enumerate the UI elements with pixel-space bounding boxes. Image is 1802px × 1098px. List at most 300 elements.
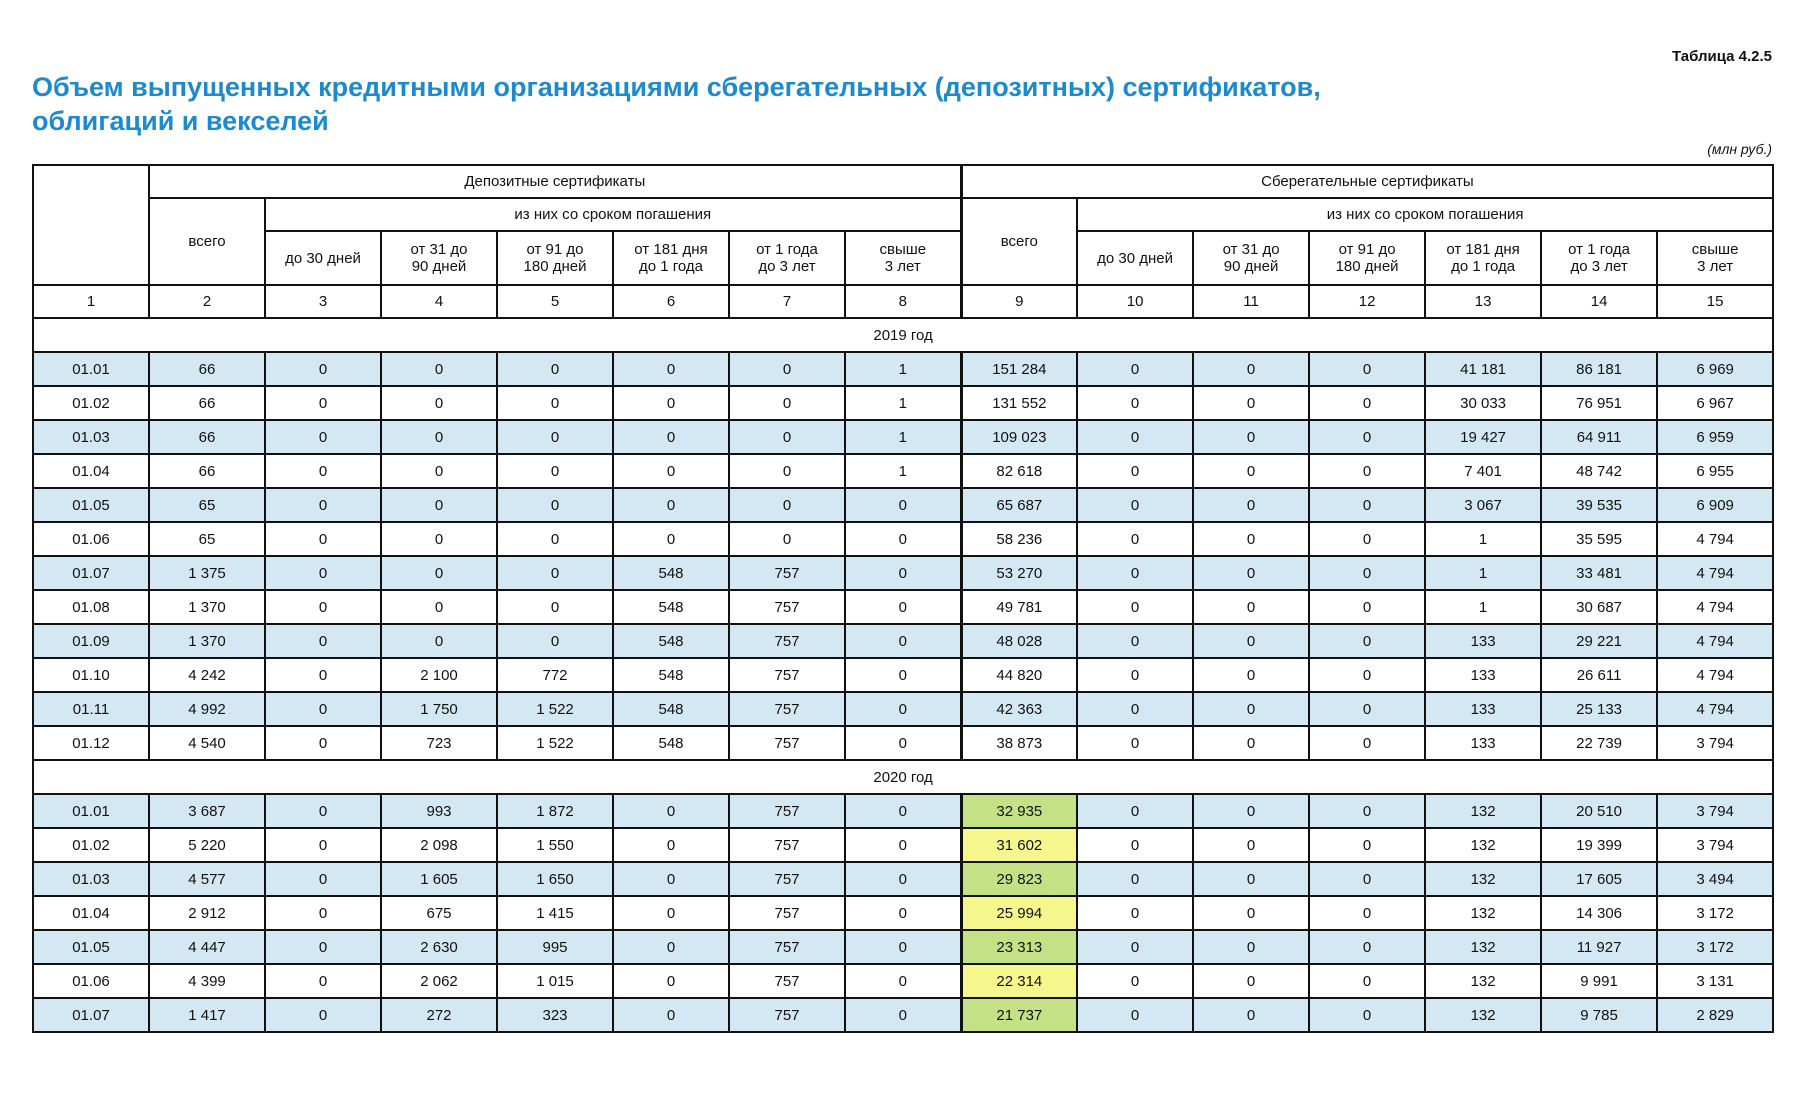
table-cell: 132 xyxy=(1425,930,1541,964)
table-body xyxy=(33,318,1773,1032)
table-cell: 757 xyxy=(729,930,845,964)
table-cell: 66 xyxy=(149,420,265,454)
table-cell: 4 992 xyxy=(149,692,265,726)
table-cell: 0 xyxy=(381,556,497,590)
table-cell: 132 xyxy=(1425,862,1541,896)
table-cell: 757 xyxy=(729,692,845,726)
table-cell: 25 133 xyxy=(1541,692,1657,726)
unit-label: (млн руб.) xyxy=(1707,141,1772,157)
table-cell: 14 306 xyxy=(1541,896,1657,930)
table-cell: 2 829 xyxy=(1657,998,1773,1032)
table-row xyxy=(33,998,1773,1032)
table-cell: 1 015 xyxy=(497,964,613,998)
table-cell: 548 xyxy=(613,590,729,624)
table-cell: 3 794 xyxy=(1657,794,1773,828)
table-cell: 0 xyxy=(265,420,381,454)
table-row xyxy=(33,862,1773,896)
table-header xyxy=(33,165,1773,318)
table-cell: 0 xyxy=(1193,556,1309,590)
table-cell: 0 xyxy=(613,488,729,522)
table-cell: 86 181 xyxy=(1541,352,1657,386)
table-cell: 1 750 xyxy=(381,692,497,726)
table-cell: 0 xyxy=(1193,454,1309,488)
table-cell: 757 xyxy=(729,998,845,1032)
table-cell: 3 172 xyxy=(1657,930,1773,964)
table-cell: 0 xyxy=(265,522,381,556)
table-cell: 0 xyxy=(845,828,961,862)
table-cell: 0 xyxy=(265,386,381,420)
table-cell: 20 510 xyxy=(1541,794,1657,828)
row-date: 01.01 xyxy=(33,794,149,828)
table-cell: 22 314 xyxy=(961,964,1077,998)
savings-period-header-2: от 31 до 90 дней xyxy=(1193,231,1309,285)
table-cell: 4 540 xyxy=(149,726,265,760)
table-cell: 548 xyxy=(613,726,729,760)
table-cell: 772 xyxy=(497,658,613,692)
table-cell: 66 xyxy=(149,386,265,420)
table-cell: 0 xyxy=(729,386,845,420)
table-cell: 48 028 xyxy=(961,624,1077,658)
table-cell: 44 820 xyxy=(961,658,1077,692)
table-cell: 3 131 xyxy=(1657,964,1773,998)
table-cell: 0 xyxy=(1309,624,1425,658)
table-cell: 0 xyxy=(1193,794,1309,828)
table-cell: 66 xyxy=(149,352,265,386)
table-cell: 2 100 xyxy=(381,658,497,692)
table-cell: 0 xyxy=(845,522,961,556)
table-cell: 1 522 xyxy=(497,692,613,726)
table-cell: 757 xyxy=(729,964,845,998)
table-cell: 0 xyxy=(265,896,381,930)
table-cell: 757 xyxy=(729,794,845,828)
table-cell: 0 xyxy=(265,488,381,522)
table-cell: 0 xyxy=(497,624,613,658)
table-cell: 0 xyxy=(497,488,613,522)
table-cell: 0 xyxy=(1309,692,1425,726)
deposit-period-header-6: свыше 3 лет xyxy=(845,231,961,285)
table-cell: 17 605 xyxy=(1541,862,1657,896)
table-cell: 19 399 xyxy=(1541,828,1657,862)
table-cell: 0 xyxy=(1193,998,1309,1032)
table-cell: 82 618 xyxy=(961,454,1077,488)
table-cell: 3 172 xyxy=(1657,896,1773,930)
table-number: Таблица 4.2.5 xyxy=(1671,48,1772,65)
table-cell: 1 375 xyxy=(149,556,265,590)
table-cell: 0 xyxy=(729,488,845,522)
column-number: 7 xyxy=(729,285,845,318)
table-cell: 0 xyxy=(1309,556,1425,590)
table-cell: 1 xyxy=(845,386,961,420)
table-cell: 548 xyxy=(613,692,729,726)
table-cell: 0 xyxy=(381,624,497,658)
table-cell: 0 xyxy=(265,658,381,692)
table-row xyxy=(33,896,1773,930)
row-date: 01.09 xyxy=(33,624,149,658)
table-cell: 1 xyxy=(1425,522,1541,556)
row-date: 01.06 xyxy=(33,522,149,556)
row-date: 01.02 xyxy=(33,386,149,420)
table-row xyxy=(33,624,1773,658)
header-date-cell xyxy=(33,165,149,285)
table-cell: 0 xyxy=(497,352,613,386)
table-cell: 132 xyxy=(1425,794,1541,828)
table-cell: 0 xyxy=(1077,862,1193,896)
table-cell: 0 xyxy=(1193,964,1309,998)
table-cell: 723 xyxy=(381,726,497,760)
table-cell: 0 xyxy=(1309,454,1425,488)
column-number: 15 xyxy=(1657,285,1773,318)
table-cell: 58 236 xyxy=(961,522,1077,556)
title-line-2: облигаций и векселей xyxy=(32,106,329,136)
table-cell: 41 181 xyxy=(1425,352,1541,386)
table-cell: 11 927 xyxy=(1541,930,1657,964)
table-row xyxy=(33,556,1773,590)
table-cell: 0 xyxy=(497,454,613,488)
row-date: 01.04 xyxy=(33,454,149,488)
table-cell: 0 xyxy=(497,386,613,420)
row-date: 01.02 xyxy=(33,828,149,862)
table-cell: 0 xyxy=(1193,828,1309,862)
table-cell: 0 xyxy=(1077,896,1193,930)
table-cell: 21 737 xyxy=(961,998,1077,1032)
table-cell: 0 xyxy=(1193,420,1309,454)
table-cell: 49 781 xyxy=(961,590,1077,624)
table-cell: 0 xyxy=(1077,692,1193,726)
table-cell: 0 xyxy=(613,998,729,1032)
header-savings-maturity: из них со сроком погашения xyxy=(1077,198,1773,231)
table-cell: 757 xyxy=(729,624,845,658)
table-cell: 65 xyxy=(149,488,265,522)
column-number: 3 xyxy=(265,285,381,318)
table-cell: 1 417 xyxy=(149,998,265,1032)
table-cell: 0 xyxy=(1193,726,1309,760)
table-cell: 0 xyxy=(497,522,613,556)
table-cell: 757 xyxy=(729,726,845,760)
table-cell: 0 xyxy=(845,590,961,624)
table-cell: 0 xyxy=(613,454,729,488)
table-cell: 0 xyxy=(265,352,381,386)
savings-period-header-1: до 30 дней xyxy=(1077,231,1193,285)
deposit-period-header-2: от 31 до 90 дней xyxy=(381,231,497,285)
table-cell: 35 595 xyxy=(1541,522,1657,556)
table-cell: 133 xyxy=(1425,692,1541,726)
table-cell: 0 xyxy=(381,454,497,488)
table-cell: 2 630 xyxy=(381,930,497,964)
table-cell: 19 427 xyxy=(1425,420,1541,454)
table-cell: 0 xyxy=(1077,556,1193,590)
row-date: 01.01 xyxy=(33,352,149,386)
table-cell: 132 xyxy=(1425,964,1541,998)
row-date: 01.08 xyxy=(33,590,149,624)
table-row xyxy=(33,522,1773,556)
table-cell: 0 xyxy=(1309,930,1425,964)
table-cell: 323 xyxy=(497,998,613,1032)
deposit-period-header-4: от 181 дня до 1 года xyxy=(613,231,729,285)
table-cell: 2 062 xyxy=(381,964,497,998)
table-cell: 3 067 xyxy=(1425,488,1541,522)
table-cell: 0 xyxy=(1309,964,1425,998)
table-cell: 0 xyxy=(1077,998,1193,1032)
row-date: 01.12 xyxy=(33,726,149,760)
table-cell: 1 370 xyxy=(149,590,265,624)
table-cell: 4 399 xyxy=(149,964,265,998)
column-number: 10 xyxy=(1077,285,1193,318)
table-cell: 995 xyxy=(497,930,613,964)
table-cell: 133 xyxy=(1425,726,1541,760)
table-cell: 0 xyxy=(845,998,961,1032)
table-cell: 1 xyxy=(845,352,961,386)
savings-period-header-3: от 91 до 180 дней xyxy=(1309,231,1425,285)
table-cell: 0 xyxy=(845,488,961,522)
table-row xyxy=(33,352,1773,386)
table-cell: 0 xyxy=(1309,828,1425,862)
header-deposit-maturity: из них со сроком погашения xyxy=(265,198,961,231)
table-cell: 0 xyxy=(265,454,381,488)
table-cell: 1 xyxy=(1425,556,1541,590)
year-label: 2019 год xyxy=(33,318,1773,352)
column-number: 4 xyxy=(381,285,497,318)
column-number: 2 xyxy=(149,285,265,318)
table-cell: 0 xyxy=(1077,726,1193,760)
table-cell: 65 xyxy=(149,522,265,556)
table-cell: 0 xyxy=(729,454,845,488)
table-cell: 25 994 xyxy=(961,896,1077,930)
table-cell: 6 955 xyxy=(1657,454,1773,488)
deposit-period-header-3: от 91 до 180 дней xyxy=(497,231,613,285)
table-cell: 0 xyxy=(497,420,613,454)
data-table xyxy=(32,164,1774,1033)
table-cell: 1 xyxy=(845,420,961,454)
table-cell: 0 xyxy=(845,794,961,828)
header-savings-group: Сберегательные сертификаты xyxy=(961,165,1773,198)
table-cell: 3 794 xyxy=(1657,726,1773,760)
table-cell: 132 xyxy=(1425,896,1541,930)
table-cell: 0 xyxy=(613,896,729,930)
table-cell: 0 xyxy=(845,862,961,896)
table-cell: 0 xyxy=(1193,488,1309,522)
table-cell: 0 xyxy=(265,726,381,760)
table-cell: 29 823 xyxy=(961,862,1077,896)
table-cell: 133 xyxy=(1425,658,1541,692)
header-savings-total: всего xyxy=(961,198,1077,285)
table-cell: 0 xyxy=(1309,522,1425,556)
table-cell: 0 xyxy=(265,862,381,896)
table-cell: 22 739 xyxy=(1541,726,1657,760)
table-cell: 0 xyxy=(1309,386,1425,420)
table-cell: 0 xyxy=(613,522,729,556)
table-cell: 0 xyxy=(1309,488,1425,522)
table-cell: 0 xyxy=(845,964,961,998)
table-cell: 0 xyxy=(1193,862,1309,896)
row-date: 01.05 xyxy=(33,488,149,522)
table-cell: 29 221 xyxy=(1541,624,1657,658)
table-cell: 4 794 xyxy=(1657,522,1773,556)
table-cell: 0 xyxy=(497,590,613,624)
table-cell: 0 xyxy=(1077,386,1193,420)
table-cell: 757 xyxy=(729,556,845,590)
table-cell: 6 909 xyxy=(1657,488,1773,522)
header-deposit-group: Депозитные сертификаты xyxy=(149,165,961,198)
table-cell: 131 552 xyxy=(961,386,1077,420)
table-cell: 0 xyxy=(1193,658,1309,692)
table-cell: 548 xyxy=(613,624,729,658)
column-number: 11 xyxy=(1193,285,1309,318)
table-cell: 0 xyxy=(1077,930,1193,964)
table-cell: 0 xyxy=(845,624,961,658)
table-cell: 48 742 xyxy=(1541,454,1657,488)
table-cell: 0 xyxy=(845,556,961,590)
table-cell: 0 xyxy=(1193,522,1309,556)
row-date: 01.07 xyxy=(33,556,149,590)
row-date: 01.11 xyxy=(33,692,149,726)
table-cell: 6 959 xyxy=(1657,420,1773,454)
table-row xyxy=(33,488,1773,522)
table-cell: 0 xyxy=(265,590,381,624)
column-number: 6 xyxy=(613,285,729,318)
table-title xyxy=(32,70,1321,138)
table-cell: 0 xyxy=(1193,386,1309,420)
table-cell: 2 912 xyxy=(149,896,265,930)
table-cell: 0 xyxy=(381,522,497,556)
table-cell: 76 951 xyxy=(1541,386,1657,420)
table-cell: 757 xyxy=(729,862,845,896)
table-cell: 38 873 xyxy=(961,726,1077,760)
table-cell: 0 xyxy=(729,420,845,454)
table-cell: 1 650 xyxy=(497,862,613,896)
table-cell: 0 xyxy=(845,692,961,726)
row-date: 01.03 xyxy=(33,862,149,896)
table-row xyxy=(33,420,1773,454)
table-cell: 0 xyxy=(1309,352,1425,386)
table-row xyxy=(33,590,1773,624)
table-cell: 0 xyxy=(381,590,497,624)
table-cell: 53 270 xyxy=(961,556,1077,590)
table-cell: 675 xyxy=(381,896,497,930)
savings-period-header-6: свыше 3 лет xyxy=(1657,231,1773,285)
table-cell: 0 xyxy=(1309,896,1425,930)
table-cell: 0 xyxy=(613,964,729,998)
table-cell: 0 xyxy=(381,386,497,420)
table-cell: 4 794 xyxy=(1657,658,1773,692)
table-cell: 4 242 xyxy=(149,658,265,692)
title-line-1: Объем выпущенных кредитными организациями сберегательных (депозитных) сертификатов, xyxy=(32,72,1321,102)
table-cell: 132 xyxy=(1425,998,1541,1032)
row-date: 01.04 xyxy=(33,896,149,930)
table-cell: 9 785 xyxy=(1541,998,1657,1032)
table-cell: 0 xyxy=(1077,828,1193,862)
table-cell: 109 023 xyxy=(961,420,1077,454)
table-cell: 0 xyxy=(1193,930,1309,964)
table-cell: 0 xyxy=(613,420,729,454)
table-row xyxy=(33,930,1773,964)
table-cell: 1 xyxy=(845,454,961,488)
row-date: 01.07 xyxy=(33,998,149,1032)
deposit-period-header-5: от 1 года до 3 лет xyxy=(729,231,845,285)
column-number: 1 xyxy=(33,285,149,318)
table-cell: 0 xyxy=(1077,352,1193,386)
table-cell: 0 xyxy=(1193,590,1309,624)
table-cell: 6 967 xyxy=(1657,386,1773,420)
row-date: 01.06 xyxy=(33,964,149,998)
table-cell: 0 xyxy=(1077,420,1193,454)
table-row xyxy=(33,964,1773,998)
table-cell: 0 xyxy=(1077,794,1193,828)
table-cell: 0 xyxy=(1309,726,1425,760)
table-cell: 0 xyxy=(613,828,729,862)
table-cell: 0 xyxy=(1309,862,1425,896)
table-cell: 0 xyxy=(1309,998,1425,1032)
table-cell: 272 xyxy=(381,998,497,1032)
column-number: 14 xyxy=(1541,285,1657,318)
table-cell: 0 xyxy=(265,930,381,964)
table-row xyxy=(33,794,1773,828)
table-row xyxy=(33,386,1773,420)
table-cell: 0 xyxy=(613,930,729,964)
table-cell: 1 605 xyxy=(381,862,497,896)
table-cell: 0 xyxy=(265,556,381,590)
table-row xyxy=(33,454,1773,488)
table-cell: 0 xyxy=(1077,624,1193,658)
table-row xyxy=(33,692,1773,726)
table-cell: 0 xyxy=(265,794,381,828)
table-cell: 0 xyxy=(265,998,381,1032)
table-cell: 42 363 xyxy=(961,692,1077,726)
column-number: 12 xyxy=(1309,285,1425,318)
table-cell: 33 481 xyxy=(1541,556,1657,590)
savings-period-header-5: от 1 года до 3 лет xyxy=(1541,231,1657,285)
table-cell: 757 xyxy=(729,590,845,624)
table-cell: 0 xyxy=(729,522,845,556)
table-cell: 133 xyxy=(1425,624,1541,658)
year-row xyxy=(33,760,1773,794)
table-cell: 0 xyxy=(845,726,961,760)
table-cell: 0 xyxy=(1077,522,1193,556)
table-cell: 0 xyxy=(845,930,961,964)
table-cell: 2 098 xyxy=(381,828,497,862)
header-deposit-total: всего xyxy=(149,198,265,285)
table-cell: 0 xyxy=(845,896,961,930)
table-cell: 0 xyxy=(1309,590,1425,624)
row-date: 01.05 xyxy=(33,930,149,964)
table-cell: 39 535 xyxy=(1541,488,1657,522)
table-cell: 7 401 xyxy=(1425,454,1541,488)
table-cell: 4 794 xyxy=(1657,556,1773,590)
table-cell: 5 220 xyxy=(149,828,265,862)
table-cell: 757 xyxy=(729,896,845,930)
table-cell: 548 xyxy=(613,556,729,590)
table-cell: 0 xyxy=(613,352,729,386)
table-cell: 30 687 xyxy=(1541,590,1657,624)
table-cell: 548 xyxy=(613,658,729,692)
deposit-period-header-1: до 30 дней xyxy=(265,231,381,285)
table-cell: 3 494 xyxy=(1657,862,1773,896)
table-cell: 0 xyxy=(265,692,381,726)
table-row xyxy=(33,726,1773,760)
table-cell: 1 872 xyxy=(497,794,613,828)
table-cell: 0 xyxy=(1077,590,1193,624)
table-cell: 4 794 xyxy=(1657,692,1773,726)
table-cell: 0 xyxy=(1309,658,1425,692)
table-cell: 30 033 xyxy=(1425,386,1541,420)
table-cell: 0 xyxy=(381,420,497,454)
table-cell: 151 284 xyxy=(961,352,1077,386)
table-cell: 0 xyxy=(1309,794,1425,828)
column-number: 9 xyxy=(961,285,1077,318)
row-date: 01.03 xyxy=(33,420,149,454)
table-cell: 1 370 xyxy=(149,624,265,658)
table-cell: 0 xyxy=(265,964,381,998)
table-cell: 0 xyxy=(613,862,729,896)
